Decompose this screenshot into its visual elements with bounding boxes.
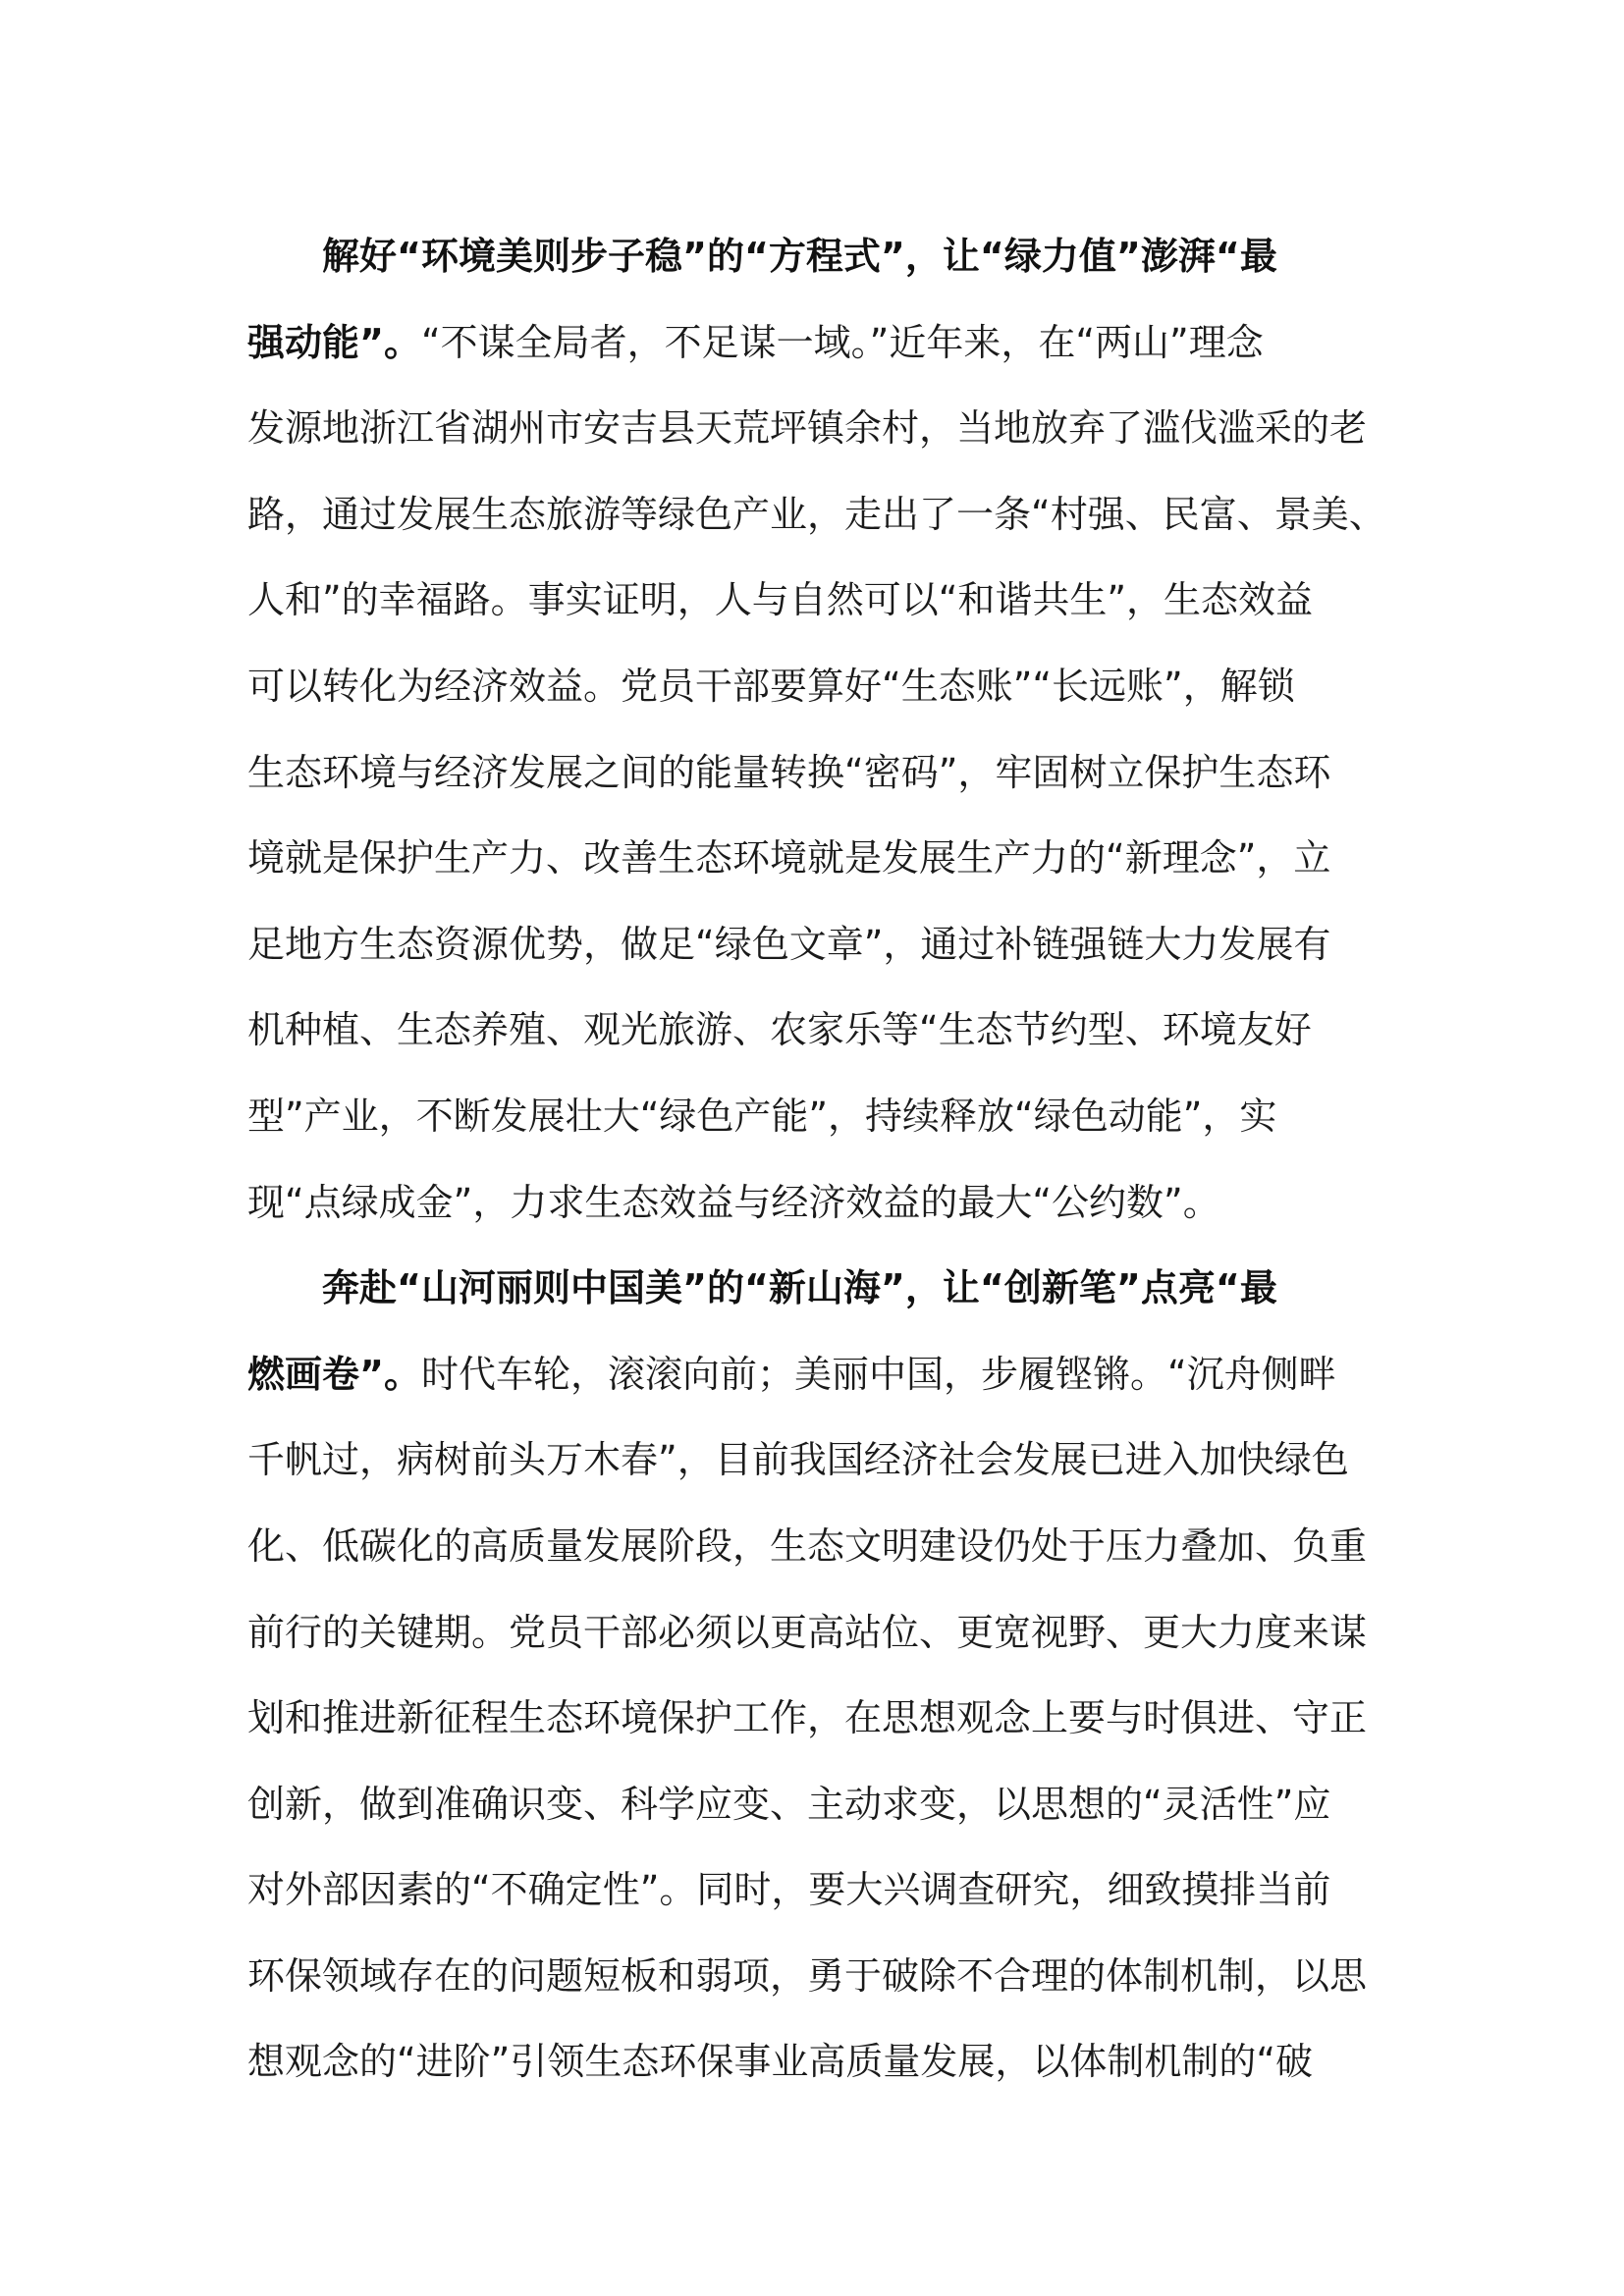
paragraph-line: 环保领域存在的问题短板和弱项，勇于破除不合理的体制机制，以思 <box>247 1953 1368 1998</box>
paragraph-line: 化、低碳化的高质量发展阶段，生态文明建设仍处于压力叠加、负重 <box>247 1523 1368 1568</box>
paragraph-line <box>247 300 1377 387</box>
paragraph-line: 型”产业，不断发展壮大“绿色产能”，持续释放“绿色动能”，实 <box>247 1094 1277 1138</box>
document-body <box>247 214 1386 2106</box>
paragraph-line: 可以转化为经济效益。党员干部要算好“生态账”“长远账”，解锁 <box>247 664 1295 708</box>
paragraph-lead-heading: 解好“环境美则步子稳”的“方程式”，让“绿力值”澎湃“最 <box>322 235 1277 278</box>
paragraph-line: 境就是保护生产力、改善生态环境就是发展生产力的“新理念”，立 <box>247 836 1331 881</box>
paragraph-line: 路，通过发展生态旅游等绿色产业，走出了一条“村强、民富、景美、 <box>247 492 1386 536</box>
paragraph-line <box>247 214 1377 300</box>
paragraph-line: 千帆过，病树前头万木春”，目前我国经济社会发展已进入加快绿色 <box>247 1438 1349 1482</box>
paragraph-text: “不谋全局者，不足谋一域。”近年来，在“两山”理念 <box>420 320 1264 364</box>
paragraph-line: 生态环境与经济发展之间的能量转换“密码”，牢固树立保护生态环 <box>247 750 1331 794</box>
paragraph-line: 前行的关键期。党员干部必须以更高站位、更宽视野、更大力度来谋 <box>247 1610 1368 1654</box>
paragraph-line: 人和”的幸福路。事实证明，人与自然可以“和谐共生”，生态效益 <box>247 578 1314 622</box>
paragraph-line <box>247 1246 1377 1332</box>
paragraph-line: 创新，做到准确识变、科学应变、主动求变，以思想的“灵活性”应 <box>247 1782 1331 1826</box>
paragraph-line: 机种植、生态养殖、观光旅游、农家乐等“生态节约型、环境友好 <box>247 1008 1312 1052</box>
paragraph-text: 时代车轮，滚滚向前；美丽中国，步履铿锵。“沉舟侧畔 <box>420 1352 1336 1396</box>
paragraph-lead-heading: 奔赴“山河丽则中国美”的“新山海”，让“创新笔”点亮“最 <box>322 1266 1277 1310</box>
paragraph-lead-heading: 燃画卷”。 <box>247 1352 421 1396</box>
paragraph-lead-heading: 强动能”。 <box>247 320 421 364</box>
paragraph-line: 现“点绿成金”，力求生态效益与经济效益的最大“公约数”。 <box>247 1180 1220 1224</box>
paragraph-line: 对外部因素的“不确定性”。同时，要大兴调查研究，细致摸排当前 <box>247 1868 1331 1912</box>
paragraph-line <box>247 1332 1377 1418</box>
paragraph-line: 划和推进新征程生态环境保护工作，在思想观念上要与时俱进、守正 <box>247 1696 1368 1740</box>
paragraph-line: 足地方生态资源优势，做足“绿色文章”，通过补链强链大力发展有 <box>247 922 1331 966</box>
paragraph-line: 想观念的“进阶”引领生态环保事业高质量发展，以体制机制的“破 <box>247 2040 1314 2084</box>
paragraph-1 <box>247 214 1386 1246</box>
paragraph-2 <box>247 1246 1377 2106</box>
paragraph-line: 发源地浙江省湖州市安吉县天荒坪镇余村，当地放弃了滥伐滥采的老 <box>247 406 1368 451</box>
